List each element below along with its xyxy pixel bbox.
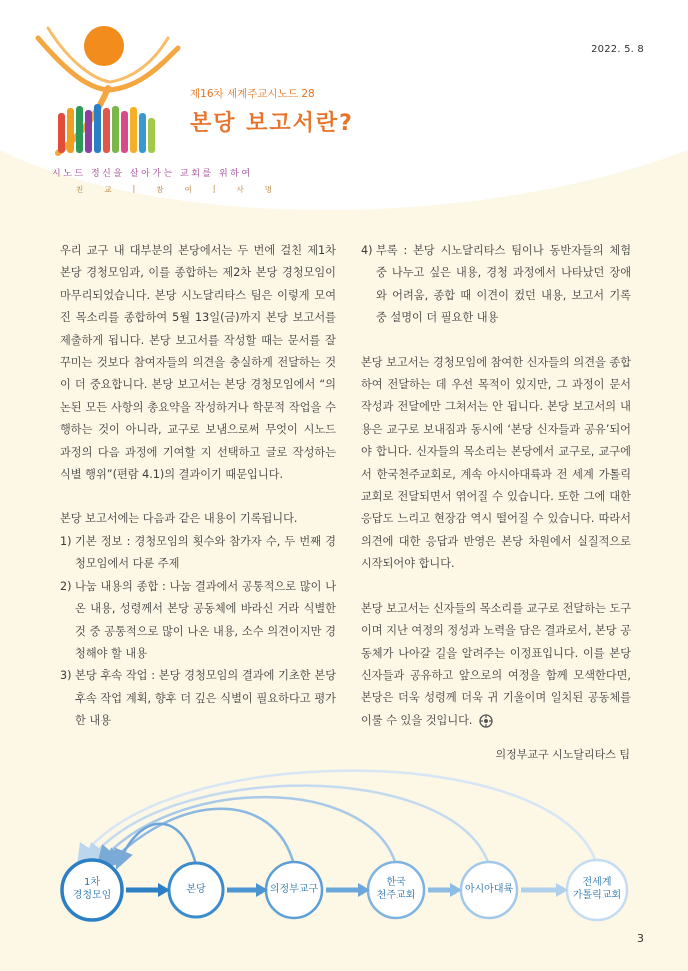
motto-char: 참 [156, 185, 164, 194]
motto [76, 184, 272, 195]
flow-node-line: 전세계 [582, 877, 612, 888]
intro-paragraph: 우리 교구 내 대부분의 본당에서는 두 번에 걸친 제1차 본당 경청모임과, 이를 종합하는 제2차 본당 경청모임이 마무리되었습니다. 본당 시노달리타스 팀은 이렇게 모여진 목소리를 종합하여 5월 13일(금)까지 본당 보고서를 제출하게 됩니다. 본당 보고서를 작성할 때는 문서를 잘 꾸미는 것보다 참여자들의 의견을 충실하게 전달하는 것이 더 중요합니다. 본당 보고서는 본당 경청모임에서 “의논된 모든 사항의 총요약을 작성하거나 학문적 작업을 수행하는 것이 아니라, 교구로 보냄으로써 무엇이 시노드 과정의 다음 과정에 기여할 지 선택하고 글로 작성하는 식별 행위”(편람 4.1)의 결과이기 때문입니다. [60, 244, 336, 482]
list-item-text: 부록 : 본당 시노달리타스 팀이나 동반자들의 체험 중 나누고 싶은 내용, 경청 과정에서 나타났던 장애와 어려움, 종합 때 이견이 컸던 내용, 보고서 기록 중 설명이 더 필요한 내용 [376, 244, 631, 325]
list-intro: 본당 보고서에는 다음과 같은 내용이 기록됩니다. [60, 512, 298, 526]
motto-char: 여 [184, 185, 192, 194]
motto-char: 친 [76, 185, 84, 194]
closing-text: 본당 보고서는 신자들의 목소리를 교구로 전달하는 도구이며 지난 여정의 정성과 노력을 담은 결과로서, 본당 공동체가 나아갈 길을 알려주는 이정표입니다. 이를 본당 신자들과 공유하고 앞으로의 여정을 함께 모색한다면, 본당은 더욱 성령께 더욱 귀 기울이며 일치된 공동체를 이룰 수 있을 것입니다. [361, 601, 631, 727]
flow-node-line: 1차 [83, 877, 101, 888]
flow-node-line: 의정부교구 [269, 884, 319, 895]
flow-diagram [0, 750, 688, 940]
flow-node-line: 한국 [386, 877, 406, 888]
flow-node-label [57, 876, 127, 902]
flow-node-line: 천주교회 [376, 890, 416, 901]
list-item-number: 1) [60, 534, 76, 548]
motto-char: 명 [264, 185, 272, 194]
list-item [361, 240, 631, 330]
list-item [60, 576, 336, 666]
flow-node-label [161, 883, 231, 896]
series-label: 제16차 세계주교시노드 28 [190, 88, 315, 100]
body-paragraph: 본당 보고서는 경청모임에 참여한 신자들의 의견을 종합하여 전달하는 데 우선 목적이 있지만, 그 과정이 문서 작성과 전달에만 그쳐서는 안 됩니다. 본당 보고서의 내용은 교구로 보내짐과 동시에 ‘본당 신자들과 공유’되어야 합니다. 신자들의 목소리는 본당에서 교구로, 교구에서 한국천주교회로, 계속 아시아대륙과 전 세계 가톨릭교회로 전달되면서 엮어질 수 있습니다. 또한 그에 대한 응답도 느리고 현장감 역시 떨어질 수 있습니다. 따라서 의견에 대한 응답과 반영은 본당 차원에서 실질적으로 시작되어야 합니다. [361, 355, 631, 571]
closing-paragraph [361, 598, 631, 732]
page-number: 3 [637, 932, 644, 945]
flow-node-label [562, 876, 632, 902]
list-item [60, 531, 336, 576]
motto-divider: | [212, 184, 216, 193]
motto-char: 사 [236, 185, 244, 194]
list-item-text: 기본 정보 : 경청모임의 횟수와 참가자 수, 두 번째 경청모임에서 다룬 주제 [75, 534, 336, 571]
flow-node-label [361, 876, 431, 902]
flow-node-label [454, 883, 524, 896]
page-title: 본당 보고서란? [190, 111, 354, 136]
list-item [60, 665, 336, 732]
list-item-number: 4) [361, 244, 377, 257]
motto-divider: | [132, 184, 136, 193]
list-item-text: 나눔 내용의 종합 : 나눔 결과에서 공통적으로 많이 나온 내용, 성령께서 본당 공동체에 바라신 거라 식별한 것 중 공통적으로 많이 나온 내용, 소수 의견이지만 경청해야 할 내용 [75, 579, 336, 660]
list-item-number: 2) [60, 579, 76, 593]
synod-logo [28, 18, 188, 168]
issue-date: 2022. 5. 8 [591, 44, 644, 55]
motto-char: 교 [104, 185, 112, 194]
list-item-number: 3) [60, 669, 76, 683]
flow-node-line: 경청모임 [72, 890, 112, 901]
signature: 의정부교구 시노달리타스 팀 [495, 748, 630, 761]
right-column [361, 240, 631, 732]
slogan: 시노드 정신을 살아가는 교회를 위하여 [52, 169, 253, 179]
list-item-text: 본당 후속 작업 : 본당 경청모임의 결과에 기초한 본당 후속 작업 계획, 향후 더 깊은 식별이 필요하다고 평가한 내용 [75, 669, 336, 728]
left-column [60, 240, 336, 733]
flow-node-label [259, 883, 329, 896]
end-mark-icon [479, 714, 493, 728]
flow-node-line: 아시아대륙 [464, 884, 514, 895]
flow-node-line: 가톨릭교회 [572, 890, 622, 901]
flow-node-line: 본당 [186, 884, 206, 895]
